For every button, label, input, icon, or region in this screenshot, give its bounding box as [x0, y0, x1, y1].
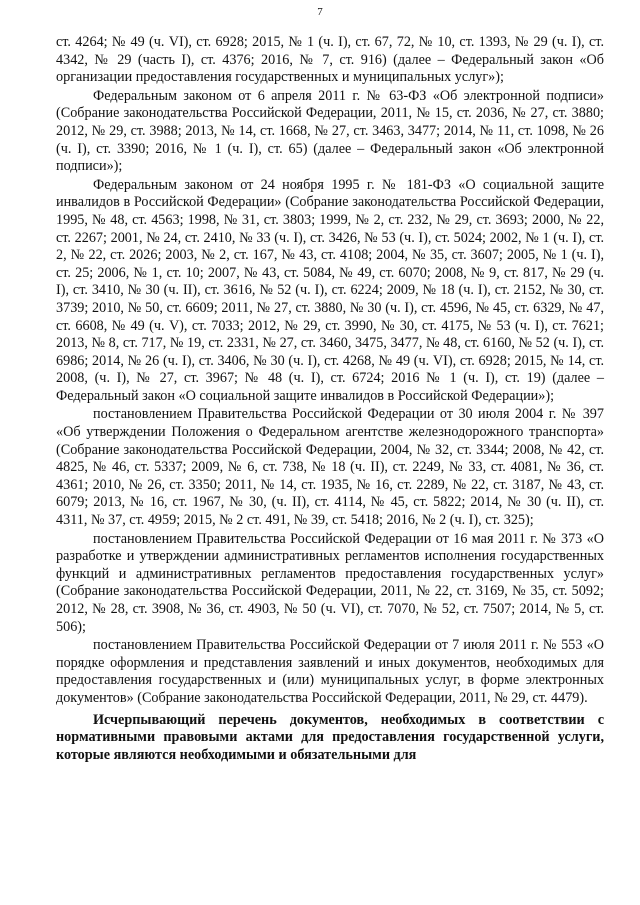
- paragraph-electronic-signature-law: Федеральным законом от 6 апреля 2011 г. № 63-ФЗ «Об электронной подписи» (Собрание законодательства Российской Федерации, 2011, № 15, ст. 2036, № 27, ст. 3880; 2012, № 29, ст. 3988; 2013, № 14, ст. 1668, № 27, ст. 3463, 3477; 2014, № 11, ст. 1098, № 26 (ч. I), ст. 3390; 2016, № 1 (ч. I), ст. 65) (далее – Федеральный закон «Об электронной подписи»);: [56, 87, 604, 175]
- paragraph-decree-373: постановлением Правительства Российской Федерации от 16 мая 2011 г. № 373 «О разработке и утверждении административных регламентов исполнения государственных функций и административных регламентов предоставления государственных услуг» (Собрание законодательства Российской Федерации, 2011, № 22, ст. 3169, № 35, ст. 5092; 2012, № 28, ст. 3908, № 36, ст. 4903, № 50 (ч. VI), ст. 7070, № 52, ст. 7507; 2014, № 5, ст. 506);: [56, 530, 604, 635]
- paragraph-decree-553: постановлением Правительства Российской Федерации от 7 июля 2011 г. № 553 «О порядке оформления и представления заявлений и иных документов, необходимых для предоставления государственных и (или) муниципальных услуг, в форме электронных документов» (Собрание законодательства Российской Федерации, 2011, № 29, ст. 4479).: [56, 637, 604, 706]
- page-number: 7: [317, 6, 323, 18]
- paragraph-disabled-protection-law: Федеральным законом от 24 ноября 1995 г. № 181-ФЗ «О социальной защите инвалидов в Российской Федерации» (Собрание законодательства Российской Федерации, 1995, № 48, ст. 4563; 1998, № 31, ст. 3803; 1999, № 2, ст. 232, № 29, ст. 3693; 2000, № 22, ст. 2267; 2001, № 24, ст. 2410, № 33 (ч. I), ст. 3426, № 53 (ч. I), ст. 5024; 2002, № 1 (ч. I), ст. 2, № 22, ст. 2026; 2003, № 2, ст. 167, № 43, ст. 4108; 2004, № 35, ст. 3607; 2005, № 1 (ч. I), ст. 25; 2006, № 1, ст. 10; 2007, № 43, ст. 5084, № 49, ст. 6070; 2008, № 9, ст. 817, № 29 (ч. I), ст. 3410, № 30 (ч. II), ст. 3616, № 52 (ч. I), ст. 6224; 2009, № 18 (ч. I), ст. 2152, № 30, ст. 3739; 2010, № 50, ст. 6609; 2011, № 27, ст. 3880, № 30 (ч. I), ст. 4596, № 45, ст. 6329, № 47, ст. 6608, № 49 (ч. V), ст. 7033; 2012, № 29, ст. 3990, № 30, ст. 4175, № 53 (ч. I), ст. 7621; 2013, № 8, ст. 717, № 19, ст. 2331, № 27, ст. 3460, 3475, 3477, № 48, ст. 6160, № 52 (ч. I), ст. 6986; 2014, № 26 (ч. I), ст. 3406, № 30 (ч. I), ст. 4268, № 49 (ч. VI), ст. 6928; 2015, № 14, ст. 2008, (ч. I), № 27, ст. 3967; № 48 (ч. I), ст. 6724; 2016 № 1 (ч. I), ст. 19) (далее – Федеральный закон «О социальной защите инвалидов в Российской Федерации»);: [56, 176, 604, 404]
- paragraph-continuation: ст. 4264; № 49 (ч. VI), ст. 6928; 2015, № 1 (ч. I), ст. 67, 72, № 10, ст. 1393, № 29 (ч. I), ст. 4342, № 29 (часть I), ст. 4376; 2016, № 7, ст. 916) (далее – Федеральный закон «Об организации предоставления государственных и муниципальных услуг»);: [56, 34, 604, 86]
- document-body: [56, 34, 604, 765]
- paragraph-documents-list-heading: Исчерпывающий перечень документов, необходимых в соответствии с нормативными правовыми актами для предоставления государственной услуги, которые являются необходимыми и обязательными для: [56, 711, 604, 763]
- paragraph-decree-397: постановлением Правительства Российской Федерации от 30 июля 2004 г. № 397 «Об утверждении Положения о Федеральном агентстве железнодорожного транспорта» (Собрание законодательства Российской Федерации, 2004, № 32, ст. 3344; 2008, № 42, ст. 4825, № 46, ст. 5337; 2009, № 6, ст. 738, № 18 (ч. II), ст. 2249, № 33, ст. 4081, № 36, ст. 4361; 2010, № 26, ст. 3350; 2011, № 14, ст. 1935, № 16, ст. 2289, № 22, ст. 3187, № 43, ст. 6079; 2013, № 16, ст. 1967, № 30, (ч. II), ст. 4114, № 45, ст. 5822; 2014, № 30 (ч. II), ст. 4311, № 37, ст. 4959; 2015, № 2 ст. 491, № 39, ст. 5418; 2016, № 2 (ч. I), ст. 325);: [56, 406, 604, 529]
